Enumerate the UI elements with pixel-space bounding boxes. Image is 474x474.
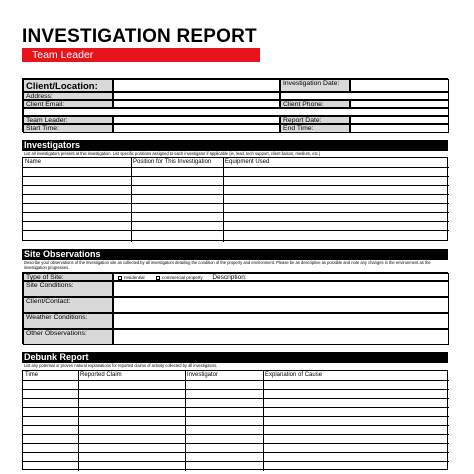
start-time-label: Start Time: — [23, 124, 113, 133]
client-phone-label: Client Phone: — [280, 100, 350, 108]
commercial-checkbox[interactable] — [156, 276, 160, 280]
client-email-label: Client Email: — [23, 100, 113, 108]
end-time-field[interactable] — [350, 124, 449, 133]
other-observations-label: Other Observations: — [23, 329, 113, 345]
residential-checkbox[interactable] — [118, 276, 122, 280]
investigation-date-field[interactable] — [350, 79, 449, 92]
report-date-label: Report Date: — [280, 116, 350, 124]
debunk-col-time: Time — [25, 372, 39, 378]
weather-conditions-label: Weather Conditions: — [23, 313, 113, 329]
debunk-report-description: List any potential or proven natural explanations for reported claims of activity collected by all investigators. — [24, 363, 218, 368]
other-observations-field[interactable] — [113, 329, 449, 345]
client-email-field[interactable] — [113, 100, 280, 108]
debunk-col-investigator: Investigator — [187, 372, 219, 378]
site-observations-table — [22, 272, 448, 344]
residential-option: residential — [124, 275, 145, 280]
investigators-heading: Investigators — [22, 140, 448, 151]
team-leader-banner: Team Leader — [22, 48, 260, 62]
client-location-field[interactable] — [113, 79, 280, 92]
start-time-field[interactable] — [113, 124, 280, 133]
site-type-label: Type of Site: — [23, 273, 113, 281]
debunk-col-reported-claim: Reported Claim — [80, 372, 122, 378]
client-contact-label: Client/Contact: — [23, 297, 113, 313]
client-phone-field[interactable] — [350, 100, 449, 108]
description-label: Description: — [212, 274, 247, 281]
investigators-table — [22, 157, 448, 241]
address-field[interactable] — [113, 92, 280, 100]
client-location-label: Client/Location: — [23, 79, 113, 92]
client-contact-field[interactable] — [113, 297, 449, 313]
team-leader-label: Team Leader: — [23, 116, 113, 124]
investigators-col-position: Position for This Investigation — [133, 159, 212, 165]
end-time-label: End Time: — [280, 124, 350, 133]
weather-conditions-field[interactable] — [113, 313, 449, 329]
site-observations-description: Describe your observations of the investigation site as collected by all investigators detailing the condition of the property and environment. Please be as descriptive as possible and note any changes in the environment as the investigation progresses. — [24, 260, 431, 270]
site-observations-heading: Site Observations — [22, 249, 448, 260]
info-block — [22, 78, 448, 132]
debunk-col-explanation: Explanation of Cause — [265, 372, 323, 378]
debunk-report-table — [22, 370, 448, 470]
investigators-description: List all investigators present at this investigation. List specific positions assigned to each investigator if applicable (ie, lead, tech support, client liaison, medium, etc.) — [24, 151, 321, 156]
commercial-option: commercial property — [162, 275, 203, 280]
investigators-col-equipment: Equipment Used — [225, 159, 270, 165]
investigation-date-label: Investigation Date: — [280, 79, 350, 92]
team-leader-field[interactable] — [113, 116, 280, 124]
site-conditions-field[interactable] — [113, 281, 449, 297]
report-title: INVESTIGATION REPORT — [22, 26, 257, 47]
site-type-field[interactable] — [113, 273, 449, 281]
site-conditions-label: Site Conditions: — [23, 281, 113, 297]
address-label: Address: — [23, 92, 113, 100]
info-spacer — [23, 108, 449, 116]
investigators-col-name: Name — [25, 159, 42, 165]
report-date-field[interactable] — [350, 116, 449, 124]
debunk-report-heading: Debunk Report — [22, 352, 448, 363]
address-field-2[interactable] — [280, 92, 449, 100]
